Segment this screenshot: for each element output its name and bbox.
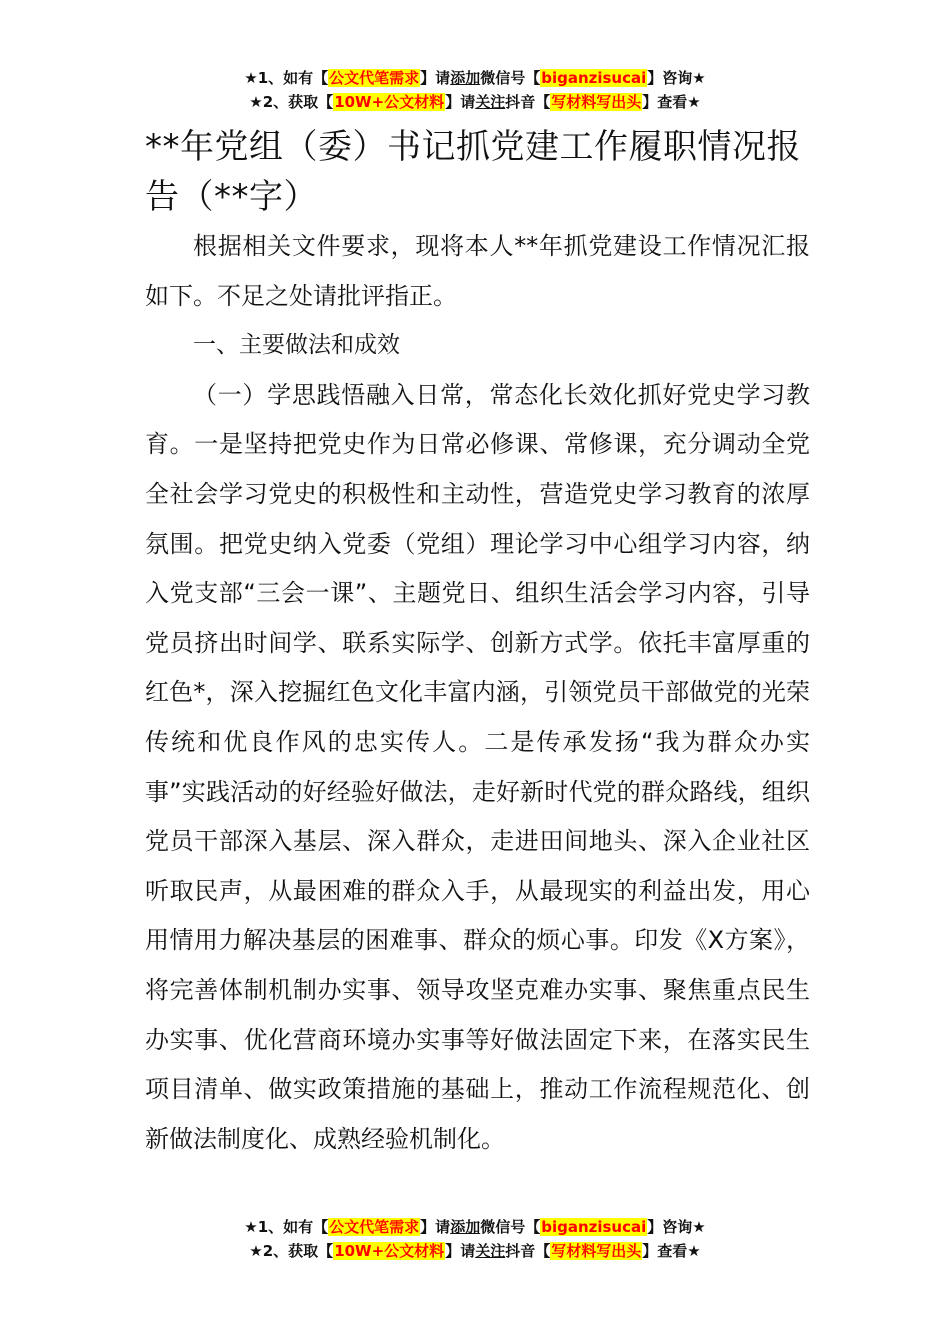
promo-highlight: 10W+公文材料 <box>334 93 445 111</box>
body-paragraph: （一）学思践悟融入日常，常态化长效化抓好党史学习教育。一是坚持把党史作为日常必修课、常修课，充分调动全党全社会学习党史的积极性和主动性，营造党史学习教育的浓厚氛围。把党史纳入党委（党组）理论学习中心组学习内容，纳入党支部“三会一课”、主题党日、组织生活会学习内容，引导党员挤出时间学、联系实际学、创新方式学。依托丰富厚重的红色*，深入挖掘红色文化丰富内涵，引领党员干部做党的光荣传统和优良作风的忠实传人。二是传承发扬“我为群众办实事”实践活动的好经验好做法，走好新时代党的群众路线，组织党员干部深入基层、深入群众，走进田间地头、深入企业社区听取民声，从最困难的群众入手，从最现实的利益出发，用心用情用力解决基层的困难事、群众的烦心事。印发《X方案》，将完善体制机制办实事、领导攻坚克难办实事、聚焦重点民生办实事、优化营商环境办实事等好做法固定下来，在落实民生项目清单、做实政策措施的基础上，推动工作流程规范化、创新做法制度化、成熟经验机制化。 <box>145 380 810 1153</box>
promo-underlined-text: 添加 <box>450 69 481 87</box>
promo-underlined-text: 关注 <box>475 1242 506 1260</box>
promo-text: ★1、如有【 <box>244 1218 329 1236</box>
promo-line-1 <box>0 66 950 90</box>
promo-text: 微信号【 <box>480 1218 541 1236</box>
promo-text: 】咨询★ <box>647 1218 706 1236</box>
promo-banner-top <box>0 66 950 114</box>
promo-text: ★2、获取【 <box>249 93 334 111</box>
promo-text: 】咨询★ <box>647 69 706 87</box>
promo-text: ★1、如有【 <box>244 69 329 87</box>
document-body <box>145 222 810 1164</box>
promo-text: 抖音【 <box>505 93 551 111</box>
promo-highlight: biganzisucai <box>541 1218 647 1236</box>
promo-highlight: 10W+公文材料 <box>334 1242 445 1260</box>
promo-highlight: 写材料写出头 <box>551 93 642 111</box>
promo-banner-bottom <box>0 1215 950 1263</box>
document-title: **年党组（委）书记抓党建工作履职情况报告（**字） <box>145 127 801 217</box>
promo-line-1 <box>0 1215 950 1239</box>
promo-text: 】请 <box>420 69 451 87</box>
promo-text: 】请 <box>445 93 476 111</box>
promo-text: 】查看★ <box>642 1242 701 1260</box>
promo-highlight: 公文代笔需求 <box>329 69 420 87</box>
promo-text: 微信号【 <box>480 69 541 87</box>
promo-text: ★2、获取【 <box>249 1242 334 1260</box>
promo-text: 】请 <box>445 1242 476 1260</box>
promo-highlight: biganzisucai <box>541 69 647 87</box>
promo-highlight: 写材料写出头 <box>551 1242 642 1260</box>
promo-underlined-text: 添加 <box>450 1218 481 1236</box>
promo-text: 】查看★ <box>642 93 701 111</box>
promo-highlight: 公文代笔需求 <box>329 1218 420 1236</box>
promo-line-2 <box>0 90 950 114</box>
promo-underlined-text: 关注 <box>475 93 506 111</box>
promo-text: 】请 <box>420 1218 451 1236</box>
intro-paragraph: 根据相关文件要求，现将本人**年抓党建设工作情况汇报如下。不足之处请批评指正。 <box>145 232 810 310</box>
promo-text: 抖音【 <box>505 1242 551 1260</box>
promo-line-2 <box>0 1239 950 1263</box>
section-heading: 一、主要做法和成效 <box>193 332 400 359</box>
